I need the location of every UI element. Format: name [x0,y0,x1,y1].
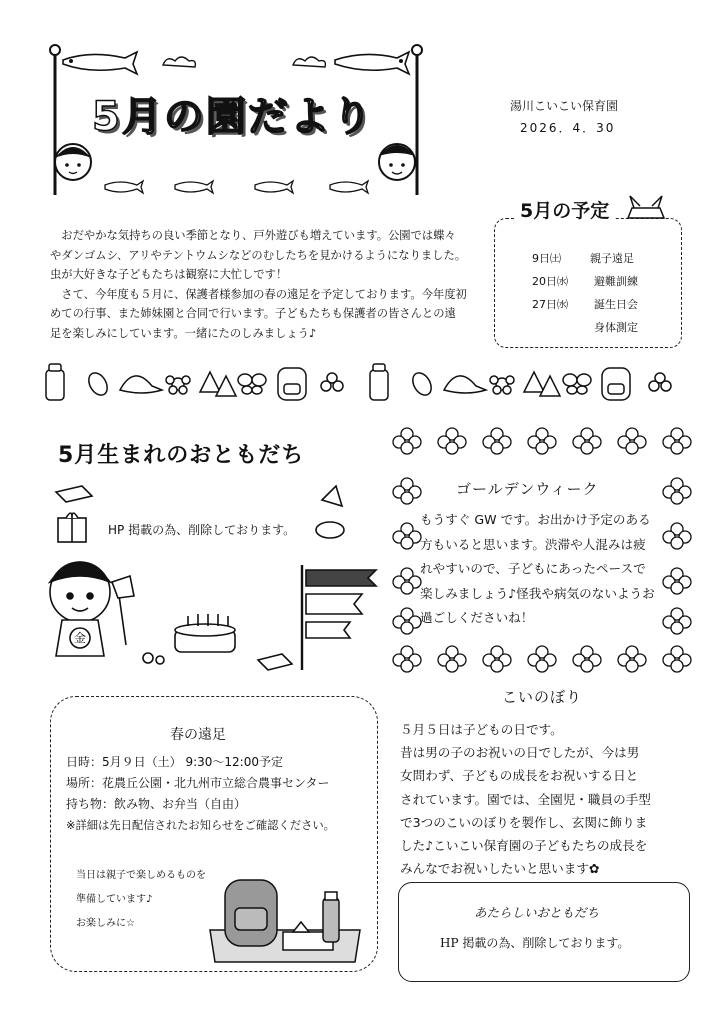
excursion-items: 持ち物：飲み物、お弁当（自由） [66,797,247,811]
golden-week-text [420,508,655,631]
new-friends-note: HP 掲載の為、削除しております。 [440,936,630,950]
thermos-icon [323,892,339,942]
birthday-note: HP 掲載の為、削除しております。 [108,523,296,537]
intro-text [50,226,490,343]
schedule-row [532,315,672,338]
intro-line: めての行事、また姉妹園と合同で行います。子どもたちも保護者の皆さんとの遠 [50,307,456,320]
schedule-event: 誕生日会 [594,297,638,311]
issue-date: 2026．4．30 [520,121,616,135]
excursion-sub [76,864,206,936]
excursion-details [66,752,335,836]
koinobori-line: 昔は男の子のお祝いの日でしたが、今は男 [400,745,640,761]
schedule-row [532,246,672,269]
intro-line: やダンゴムシ、アリやテントウムシなどのむしたちを見かけるようになりました。 [50,248,467,262]
new-friends-title: あたらしいおともだち [474,905,600,920]
new-friends-box [398,882,690,982]
schedule-event: 身体測定 [594,320,638,334]
child-icon [379,144,415,180]
golden-week-line: れやすいので、子どもにあったペースで [420,561,646,576]
kabuto-icon [624,194,668,224]
koinobori-text [400,718,651,880]
picnic-illustration [205,870,365,966]
carp-icon [63,52,137,74]
koinobori-line: 女問わず、子どもの成長をお祝いする日と [400,768,639,784]
intro-line: 虫が大好きな子どもたちは観察に大忙しです！ [50,268,288,281]
birthday-illustration [40,470,385,680]
intro-line: さて、今年度も５月に、保護者様参加の春の遠足を予定しております。今年度初 [50,287,467,301]
schedule-list [532,246,672,338]
schedule-row [532,292,672,315]
excursion-sub-line: 当日は親子で楽しめるものを [76,870,206,881]
golden-week-line: もうすぐ GW です。お出かけ予定のある [420,512,651,527]
backpack-icon [225,880,277,946]
page-title: 5月の園だより [92,94,374,140]
koinobori-line: で3つのこいのぼりを製作し、玄関に飾りま [400,814,648,830]
excursion-note: ※詳細は先日配信されたお知らせをご確認ください。 [66,819,335,832]
schedule-title: 5月の予定 [514,196,615,223]
koinobori-line: ５月５日は子どもの日です。 [400,722,563,737]
schedule-event: 親子遠足 [590,251,634,265]
koinobori-title: こいのぼり [502,688,583,706]
birthday-title: 5月生まれのおともだち [58,443,305,468]
golden-week-line: 方もいると思います。渋滞や人混みは疲 [420,536,646,552]
excursion-datetime: 日時：5月９日（土） 9:30～12:00予定 [66,755,283,769]
schedule-row [532,269,672,292]
schedule-date: 9日㈯ [532,251,561,265]
excursion-sub-line: 準備しています♪ [76,894,153,905]
school-name: 湯川こいこい保育園 [510,99,619,113]
kintaro-badge: 金 [73,631,87,645]
excursion-sub-line: お楽しみに☆ [76,918,135,929]
golden-week-line: 楽しみましょう♪怪我や病気のないようお [420,585,655,601]
intro-line: おだやかな気持ちの良い季節となり、戸外遊びも増えています。公園では蝶々 [50,229,456,242]
carp-icon [335,52,409,74]
intro-line: 足を楽しみにしています。一緒にたのしみましょう♪ [50,326,317,340]
child-icon [55,144,91,180]
golden-week-title: ゴールデンウィーク [456,480,599,498]
koinobori-line: みんなでお祝いしたいと思います✿ [400,861,600,877]
golden-week-line: 過ごしくださいね！ [420,610,534,625]
koinobori-line: されています。園では、全園児・職員の手型 [400,791,651,807]
excursion-place: 場所：花農丘公園・北九州市立総合農事センター [66,776,330,790]
koinobori-line: した♪こいこい保育園の子どもたちの成長を [400,838,648,854]
excursion-title: 春の遠足 [170,727,226,743]
schedule-event: 避難訓練 [594,274,638,288]
decorative-border [40,362,690,406]
schedule-date: 20日㈬ [532,274,568,288]
schedule-date: 27日㈬ [532,297,568,311]
